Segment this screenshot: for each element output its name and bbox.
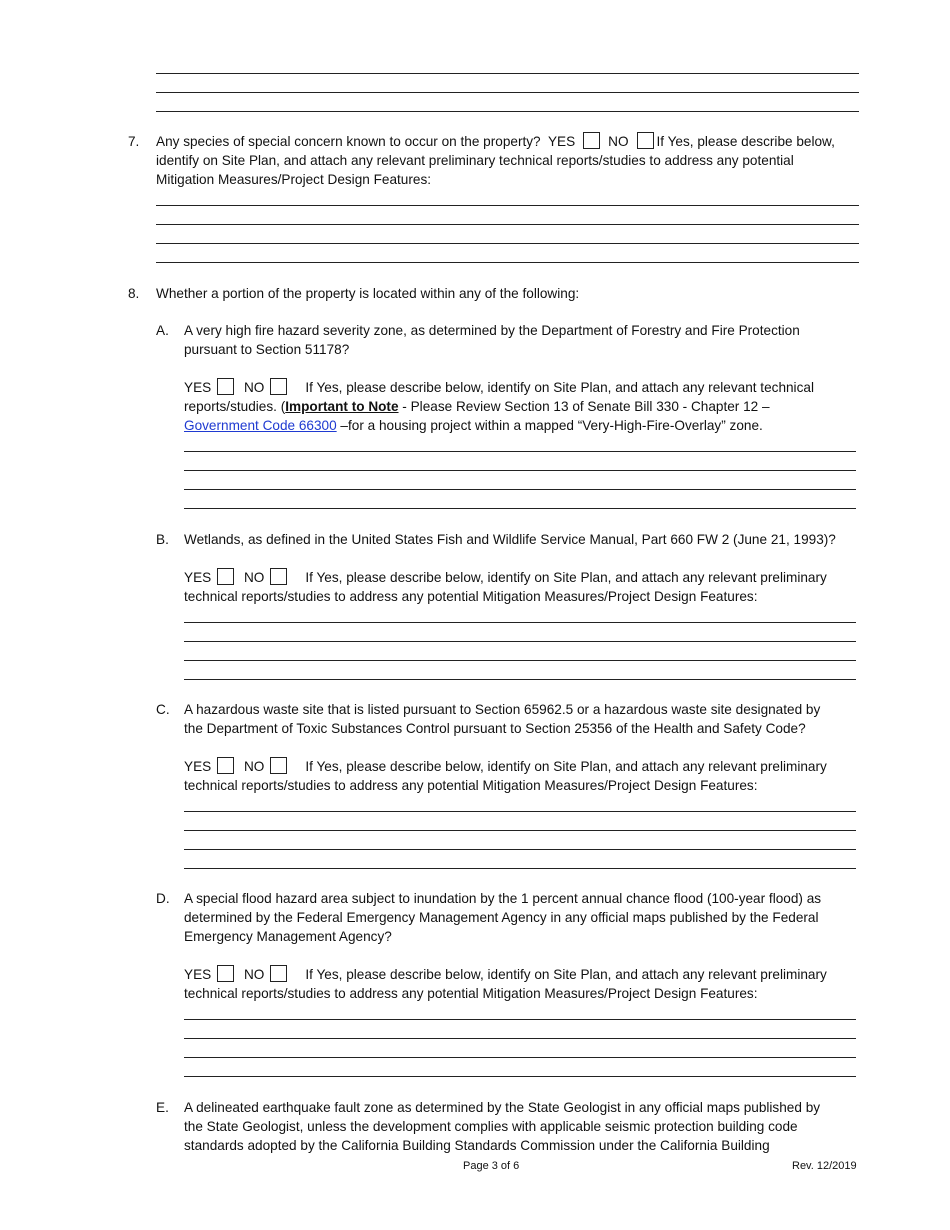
answer-line[interactable] — [156, 92, 859, 93]
question-text: Any species of special concern known to occur on the property? — [156, 134, 541, 149]
question-number: 8. — [128, 286, 140, 301]
answer-line[interactable] — [184, 679, 856, 680]
answer-line[interactable] — [184, 811, 856, 812]
instruction-line-2: technical reports/studies to address any potential Mitigation Measures/Project Design Features: — [184, 778, 758, 793]
yes-checkbox[interactable] — [217, 757, 234, 774]
no-label: NO — [243, 380, 265, 395]
instruction-text: If Yes, please describe below, identify on Site Plan, and attach any relevant preliminary — [305, 759, 827, 774]
answer-line[interactable] — [156, 243, 859, 244]
no-checkbox[interactable] — [270, 568, 287, 585]
item-question-line: the State Geologist, unless the development complies with applicable seismic protection building code — [184, 1119, 798, 1134]
answer-line[interactable] — [156, 111, 859, 112]
answer-line[interactable] — [156, 73, 859, 74]
answer-line[interactable] — [156, 224, 859, 225]
answer-line[interactable] — [184, 1076, 856, 1077]
answer-line[interactable] — [184, 1019, 856, 1020]
instruction-text: If Yes, please describe below, identify on Site Plan, and attach any relevant preliminary — [305, 570, 827, 585]
answer-line[interactable] — [184, 470, 856, 471]
no-checkbox[interactable] — [270, 757, 287, 774]
yes-label: YES — [184, 759, 212, 774]
yes-label: YES — [547, 134, 576, 149]
answer-line[interactable] — [184, 489, 856, 490]
instruction-line-2: technical reports/studies to address any potential Mitigation Measures/Project Design Features: — [184, 589, 758, 604]
yes-no-row — [184, 378, 814, 397]
item-letter: B. — [156, 532, 169, 547]
question-text: Whether a portion of the property is located within any of the following: — [156, 286, 580, 301]
question-7-line2: identify on Site Plan, and attach any relevant preliminary technical reports/studies to address any potential — [156, 153, 794, 168]
yes-no-row — [184, 965, 827, 984]
answer-line[interactable] — [184, 849, 856, 850]
item-letter: E. — [156, 1100, 169, 1115]
answer-line[interactable] — [156, 262, 859, 263]
item-question-line: A special flood hazard area subject to inundation by the 1 percent annual chance flood (100-year flood) as — [184, 891, 822, 906]
item-question-line: Emergency Management Agency? — [184, 929, 392, 944]
no-label: NO — [608, 134, 629, 149]
item-letter: C. — [156, 702, 170, 717]
item-question-line: the Department of Toxic Substances Control pursuant to Section 25356 of the Health and Safety Code? — [184, 721, 806, 736]
answer-line[interactable] — [184, 1038, 856, 1039]
item-question-line: A very high fire hazard severity zone, as determined by the Department of Forestry and Fire Protection — [184, 323, 800, 338]
question-number: 7. — [128, 134, 140, 149]
item-question-line: standards adopted by the California Building Standards Commission under the California Building — [184, 1138, 770, 1153]
government-code-link[interactable]: Government Code 66300 — [184, 418, 337, 433]
yes-no-row — [184, 568, 827, 587]
answer-line[interactable] — [184, 1057, 856, 1058]
yes-label: YES — [184, 570, 212, 585]
instruction-text: If Yes, please describe below, identify on Site Plan, and attach any relevant technical — [305, 380, 814, 395]
question-7-line1 — [156, 132, 835, 151]
page-number: Page 3 of 6 — [463, 1160, 520, 1172]
no-checkbox[interactable] — [270, 965, 287, 982]
note-text: –for a housing project within a mapped “Very-High-Fire-Overlay” zone. — [336, 418, 763, 433]
instruction-line-2: technical reports/studies to address any potential Mitigation Measures/Project Design Features: — [184, 986, 758, 1001]
revision-date: Rev. 12/2019 — [792, 1160, 857, 1172]
important-note-label: Important to Note — [285, 399, 399, 414]
answer-line[interactable] — [184, 660, 856, 661]
no-checkbox[interactable] — [637, 132, 654, 149]
yes-label: YES — [184, 967, 212, 982]
answer-line[interactable] — [184, 622, 856, 623]
yes-no-row — [184, 757, 827, 776]
no-label: NO — [243, 967, 265, 982]
item-question-line: pursuant to Section 51178? — [184, 342, 350, 357]
yes-checkbox[interactable] — [583, 132, 600, 149]
important-note-line — [184, 397, 770, 416]
answer-line[interactable] — [184, 508, 856, 509]
note-prefix: reports/studies. ( — [184, 399, 286, 414]
item-question-line: A delineated earthquake fault zone as determined by the State Geologist in any official maps published by — [184, 1100, 821, 1115]
note-text: - Please Review Section 13 of Senate Bill 330 - Chapter 12 – — [398, 399, 770, 414]
no-label: NO — [243, 759, 265, 774]
question-7-line3: Mitigation Measures/Project Design Features: — [156, 172, 432, 187]
no-checkbox[interactable] — [270, 378, 287, 395]
item-letter: D. — [156, 891, 170, 906]
instruction-text: If Yes, please describe below, — [656, 134, 835, 149]
yes-checkbox[interactable] — [217, 568, 234, 585]
answer-line[interactable] — [184, 641, 856, 642]
yes-checkbox[interactable] — [217, 378, 234, 395]
item-letter: A. — [156, 323, 169, 338]
answer-line[interactable] — [184, 868, 856, 869]
item-question-line: Wetlands, as defined in the United States Fish and Wildlife Service Manual, Part 660 FW 2 (June 21, 1993)? — [184, 532, 836, 547]
instruction-text: If Yes, please describe below, identify on Site Plan, and attach any relevant preliminary — [305, 967, 827, 982]
government-code-line — [184, 416, 763, 435]
item-question-line: A hazardous waste site that is listed pursuant to Section 65962.5 or a hazardous waste site designated by — [184, 702, 821, 717]
answer-line[interactable] — [184, 830, 856, 831]
yes-checkbox[interactable] — [217, 965, 234, 982]
no-label: NO — [243, 570, 265, 585]
item-question-line: determined by the Federal Emergency Management Agency in any official maps published by the Federal — [184, 910, 819, 925]
answer-line[interactable] — [184, 451, 856, 452]
yes-label: YES — [184, 380, 212, 395]
answer-line[interactable] — [156, 205, 859, 206]
